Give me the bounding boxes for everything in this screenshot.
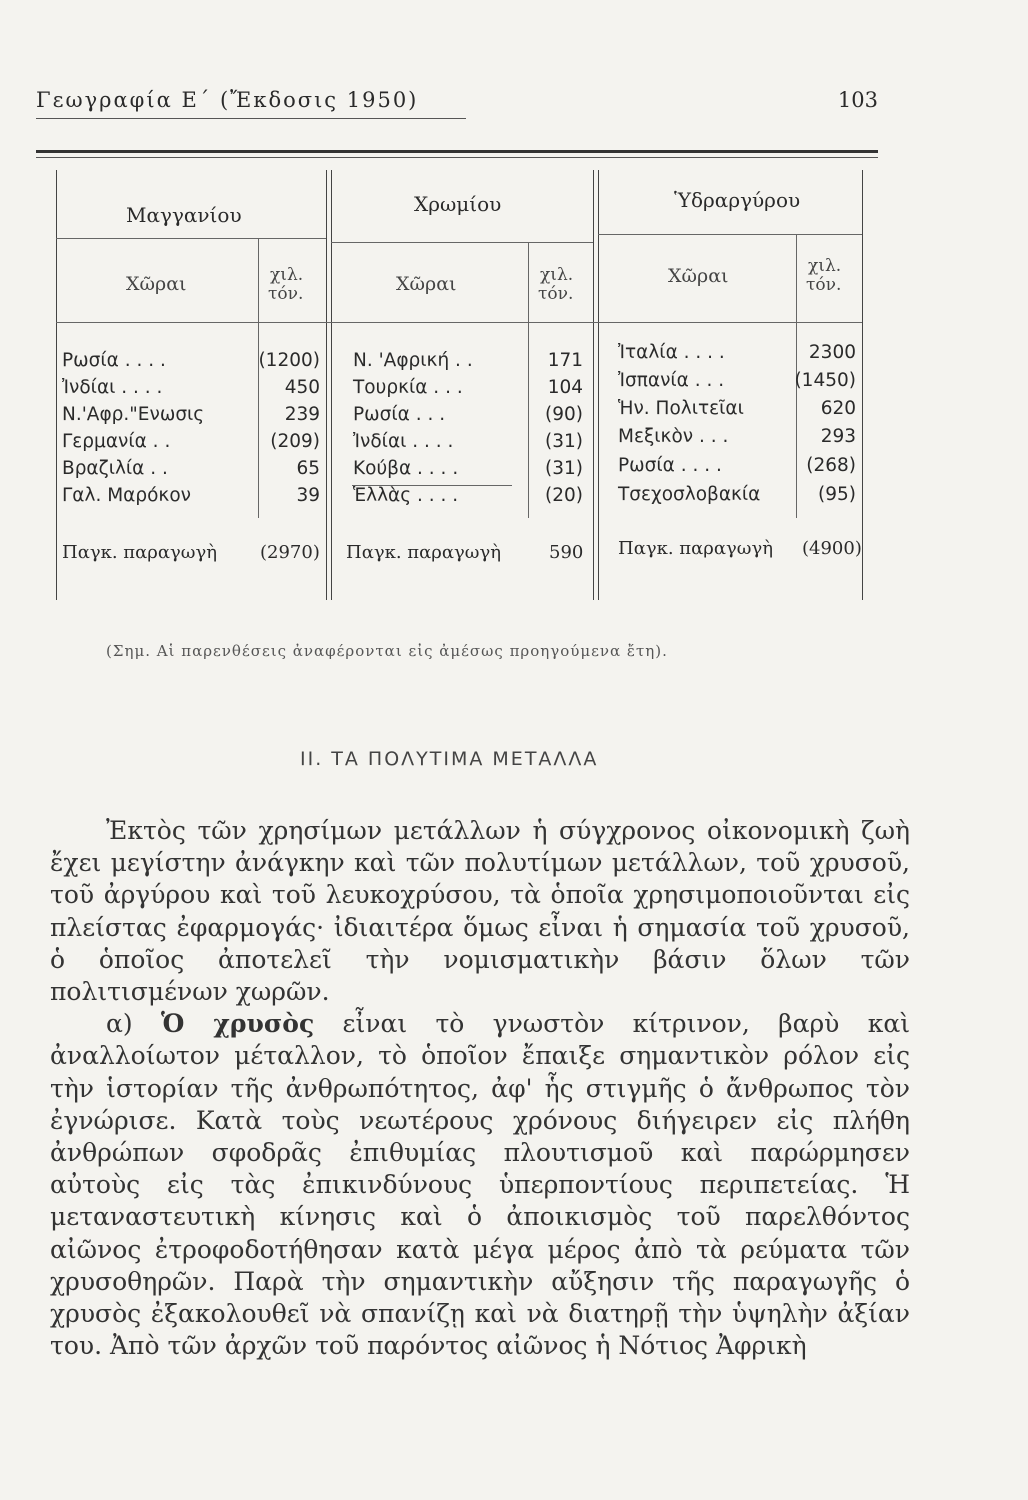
production-value: (31): [545, 431, 583, 452]
country-name: Ρωσία . . .: [353, 404, 446, 425]
page-number: 103: [837, 88, 878, 112]
country-name: Ἰσπανία . . .: [618, 370, 725, 391]
country-name: Ἰνδίαι . . . .: [62, 377, 163, 398]
group-title-mercury: Ὑδραργύρου: [674, 188, 801, 212]
col-country: Χῶραι: [668, 265, 729, 287]
table-row: [618, 398, 856, 420]
production-value: (1200): [258, 350, 320, 371]
col-unit: τόν.: [806, 275, 842, 295]
gold-term: Ὁ χρυσὸς: [160, 1009, 315, 1039]
country-name: Μεξικὸν . . .: [618, 426, 729, 447]
production-value: (209): [270, 431, 320, 452]
country-name: Ἑλλὰς . . . .: [353, 485, 459, 506]
country-name: Ἰνδίαι . . . .: [353, 431, 454, 452]
country-name: Κούβα . . . .: [353, 458, 459, 479]
group-divider: [326, 170, 327, 600]
table-row: [62, 431, 320, 453]
country-name: Τουρκία . . .: [353, 377, 463, 398]
col-unit: τόν.: [268, 284, 304, 304]
production-value: 171: [547, 350, 583, 371]
production-value: 39: [296, 485, 320, 506]
col-unit: χιλ.: [270, 265, 304, 285]
production-value: (95): [818, 484, 856, 505]
table-border-right: [862, 170, 863, 600]
country-name: Γαλ. Μαρόκον: [62, 485, 191, 506]
production-value: 2300: [808, 342, 856, 363]
production-value: 620: [820, 398, 856, 419]
table-row: [62, 377, 320, 399]
table-row: [353, 377, 583, 399]
country-name: Βραζιλία . .: [62, 458, 168, 479]
production-value: 65: [296, 458, 320, 479]
header-rule: [36, 118, 466, 119]
production-value: (20): [545, 485, 583, 506]
group-title-manganese: Μαγγανίου: [126, 203, 242, 227]
total-value: (2970): [260, 542, 320, 563]
table-row: [62, 485, 320, 507]
table-row: [618, 342, 856, 364]
header-divider: [331, 242, 593, 243]
production-value: (90): [545, 404, 583, 425]
production-value: (268): [806, 455, 856, 476]
total-value: 590: [549, 542, 584, 563]
header-divider: [598, 234, 862, 235]
group-title-chromium: Χρωμίου: [414, 192, 502, 216]
section-heading: ΙΙ. ΤΑ ΠΟΛΥΤΙΜΑ ΜΕΤΑΛΛΑ: [300, 748, 599, 770]
total-label: Παγκ. παραγωγὴ: [346, 542, 502, 563]
country-name: Γερμανία . .: [62, 431, 171, 452]
production-value: 293: [820, 426, 856, 447]
table-row: [62, 458, 320, 480]
table-row: [618, 426, 856, 448]
table-row: [353, 485, 583, 507]
group-divider: [593, 170, 594, 600]
production-value: 239: [284, 404, 320, 425]
table-border-left: [56, 170, 57, 600]
col-country: Χῶραι: [396, 273, 457, 295]
paragraph-text: εἶναι τὸ γνωστὸν κίτρινον, βαρὺ καὶ ἀναλλοίωτον μέταλλον, τὸ ὁποῖον ἔπαιξε σημαντικὸν ρόλον εἰς τὴν ἱστορίαν τῆς ἀνθρωπότητος, ἀφ' ἧς στιγμῆς ὁ ἄνθρωπος τὸν ἐγνώρισε. Κατὰ τοὺς νεωτέρους χρόνους διήγειρεν εἰς πλήθη ἀνθρώπων σφοδρᾶς ἐπιθυμίας πλουτισμοῦ καὶ παρώρμησεν αὐτοὺς εἰς τὰς ἐπικινδύνους ὑπερποντίους περιπετείας. Ἡ μεταναστευτικὴ κίνησις καὶ ὁ ἀποικισμὸς τοῦ παρελθόντος αἰῶνος ἐτροφοδοτήθησαν κατὰ μέγα μέρος ἀπὸ τὰ ρεύματα τῶν χρυσοθηρῶν. Παρὰ τὴν σημαντικὴν αὔξησιν τῆς παραγωγῆς ὁ χρυσὸς ἐξακολουθεῖ νὰ σπανίζῃ καὶ νὰ διατηρῇ τὴν ὑψηλὴν ἀξίαν του. Ἀπὸ τῶν ἀρχῶν τοῦ παρόντος αἰῶνος ἡ Νότιος Ἀφρικὴ: [50, 1009, 911, 1361]
header-divider: [56, 238, 326, 239]
table-top-rule: [36, 150, 878, 153]
table-row: [62, 404, 320, 426]
country-name: Ν. 'Αφρική . .: [353, 350, 473, 371]
table-row: [353, 404, 583, 426]
country-name: Ρωσία . . . .: [62, 350, 166, 371]
country-name: Ρωσία . . . .: [618, 455, 722, 476]
paragraph-label: α): [106, 1009, 161, 1039]
paragraph: [50, 1008, 910, 1362]
group-divider: [331, 170, 332, 600]
country-name: Ἡν. Πολιτεῖαι: [618, 398, 744, 419]
country-name: Ν.'Αφρ."Ενωσις: [62, 404, 205, 425]
country-name: Ἰταλία . . . .: [618, 342, 725, 363]
production-table: [56, 170, 866, 600]
production-value: (31): [545, 458, 583, 479]
col-unit: χιλ.: [808, 256, 842, 276]
table-row: [62, 350, 320, 372]
col-unit: χιλ.: [540, 265, 574, 285]
table-row: [618, 484, 856, 506]
table-row: [618, 455, 856, 477]
table-row: [353, 350, 583, 372]
body-text: [50, 815, 910, 1362]
production-value: (1450): [794, 370, 856, 391]
table-top-rule-thin: [36, 157, 878, 158]
table-row: [618, 370, 856, 392]
paragraph: Ἐκτὸς τῶν χρησίμων μετάλλων ἡ σύγχρονος οἰκονομικὴ ζωὴ ἔχει μεγίστην ἀνάγκην καὶ τῶν πολυτίμων μετάλλων, τοῦ χρυσοῦ, τοῦ ἀργύρου καὶ τοῦ λευκοχρύσου, τὰ ὁποῖα χρησιμοποιοῦνται εἰς πλείστας ἐφαρμογάς· ἰδιαιτέρα ὅμως εἶναι ἡ σημασία τοῦ χρυσοῦ, ὁ ὁποῖος ἀποτελεῖ τὴν νομισματικὴν βάσιν ὅλων τῶν πολιτισμένων χωρῶν.: [50, 816, 910, 1007]
total-value: (4900): [802, 538, 862, 559]
total-label: Παγκ. παραγωγὴ: [62, 542, 218, 563]
production-value: 104: [547, 377, 583, 398]
col-country: Χῶραι: [126, 273, 187, 295]
subheader-divider: [56, 322, 862, 323]
table-note: (Σημ. Αἱ παρενθέσεις ἀναφέρονται εἰς ἀμέσως προηγούμενα ἔτη).: [106, 642, 668, 660]
table-row: [353, 458, 583, 480]
table-row: [353, 431, 583, 453]
production-value: 450: [284, 377, 320, 398]
total-label: Παγκ. παραγωγὴ: [618, 538, 774, 559]
running-title: Γεωγραφία Ε΄ (Ἔκδοσις 1950): [36, 88, 419, 112]
country-name: Τσεχοσλοβακία: [618, 484, 761, 505]
col-unit: τόν.: [538, 284, 574, 304]
